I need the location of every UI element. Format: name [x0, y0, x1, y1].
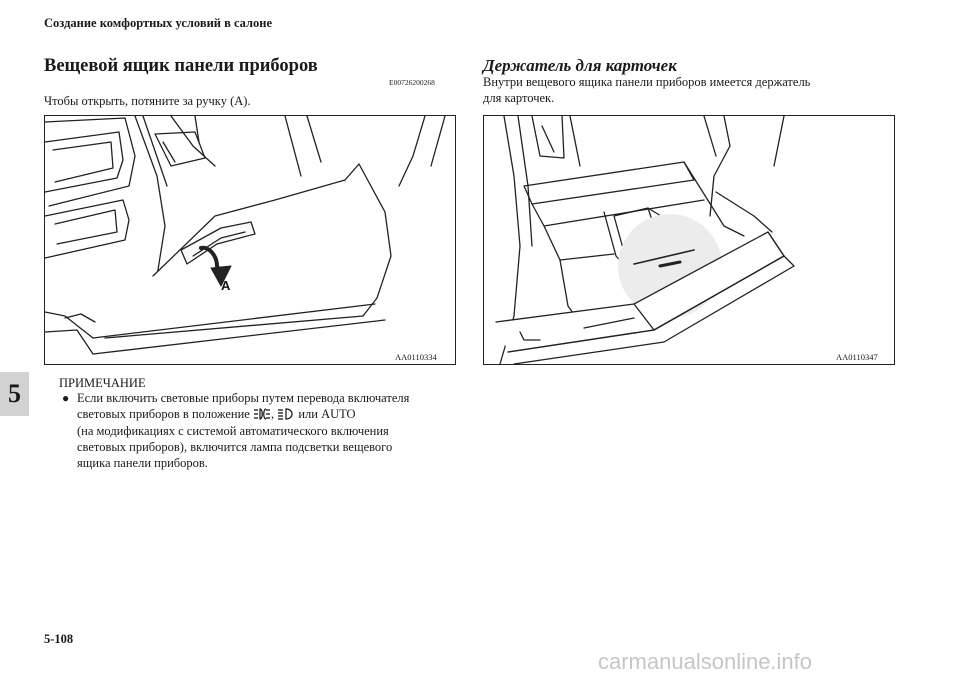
note-line-1: Если включить световые приборы путем перевода включателя: [77, 391, 410, 405]
running-header: Создание комфортных условий в салоне: [44, 16, 273, 30]
section-title-card-holder: Держатель для карточек: [483, 56, 677, 75]
note-line-2-auto: или AUTO: [298, 407, 356, 421]
note-line-4: световых приборов), включится лампа подсветки вещевого: [77, 440, 393, 454]
card-holder-text-line2: для карточек.: [483, 91, 555, 105]
note-line-2: [77, 407, 356, 422]
glovebox-closed-illustration: [44, 115, 456, 365]
note-heading: ПРИМЕЧАНИЕ: [59, 376, 146, 390]
note-line-5: ящика панели приборов.: [77, 456, 208, 470]
glovebox-open-illustration: [483, 115, 895, 365]
open-instruction: Чтобы открыть, потяните за ручку (A).: [44, 94, 251, 108]
section-code: E00726200268: [389, 78, 435, 87]
label-a: A: [221, 278, 231, 293]
bullet-icon: ●: [62, 391, 70, 405]
note-line-2-sep: ,: [270, 407, 275, 421]
page-number: 5-108: [44, 632, 74, 646]
headlamp-icon: [277, 408, 295, 420]
note-line-2-text: световых приборов в положение: [77, 407, 250, 421]
note-line-3: (на модификациях с системой автоматического включения: [77, 424, 389, 438]
figure-id-right: AA0110347: [836, 352, 878, 362]
watermark: carmanualsonline.info: [598, 649, 813, 674]
parking-lights-icon: [253, 408, 271, 420]
card-holder-text-line1: Внутри вещевого ящика панели приборов имеется держатель: [483, 75, 811, 89]
chapter-number: 5: [8, 379, 21, 408]
section-title-glovebox: Вещевой ящик панели приборов: [44, 56, 318, 76]
figure-id-left: AA0110334: [395, 352, 437, 362]
chapter-tab: [0, 372, 29, 416]
